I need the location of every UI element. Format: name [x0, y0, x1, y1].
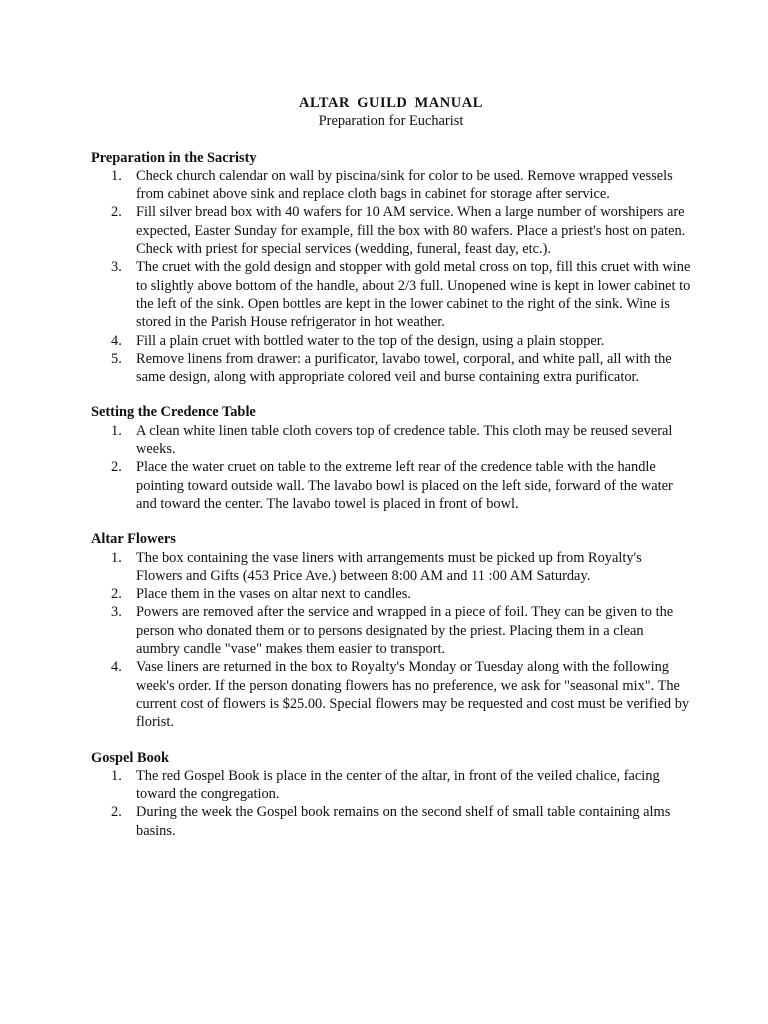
section-heading: Gospel Book [91, 749, 169, 766]
numbered-list [91, 767, 691, 840]
list-item [91, 167, 691, 204]
list-item-text: Powers are removed after the service and wrapped in a piece of foil. They can be given to the person who donated them or to persons designated by the priest. Placing them in a clean aumbry candle "vase" makes them easier to transport. [136, 604, 674, 658]
section-heading: Setting the Credence Table [91, 404, 256, 421]
list-item [91, 422, 691, 459]
list-item-number: 4. [111, 659, 122, 676]
list-item-number: 2. [111, 586, 122, 603]
numbered-list [91, 422, 691, 513]
list-item-text: The cruet with the gold design and stopper with gold metal cross on top, fill this cruet with wine to slightly above bottom of the handle, about 2/3 full. Unopened wine is kept in lower cabinet to the left of the sink. Open bottles are kept in the lower cabinet to the right of the sink. Wine is stored in the Parish House refrigerator in hot weather. [136, 259, 691, 331]
list-item-text: The box containing the vase liners with arrangements must be picked up from Royalty's Flowers and Gifts (453 Price Ave.) between 8:00 AM and 11 :00 AM Saturday. [136, 549, 642, 584]
list-item [91, 332, 691, 350]
list-item-number: 1. [111, 422, 122, 439]
numbered-list [91, 549, 691, 732]
list-item-text: Remove linens from drawer: a purificator, lavabo towel, corporal, and white pall, all with the same design, along with appropriate colored veil and burse containing extra purificator. [136, 350, 672, 386]
list-item [91, 658, 691, 731]
list-item [91, 603, 691, 658]
list-item-text: During the week the Gospel book remains on the second shelf of small table containing alms basins. [136, 804, 671, 839]
list-item-number: 1. [111, 167, 122, 184]
list-item [91, 458, 691, 513]
list-item-number: 4. [111, 332, 122, 349]
document-page [91, 94, 691, 857]
list-item-number: 2. [111, 804, 122, 821]
section-heading: Altar Flowers [91, 531, 176, 548]
list-item-text: Place them in the vases on altar next to candles. [136, 586, 411, 603]
list-item-text: Vase liners are returned in the box to Royalty's Monday or Tuesday along with the following week's order. If the person donating flowers has no preference, we ask for "seasonal mix". The current cost of flowers is $25.00. Special flowers may be requested and cost must be verified by florist. [136, 659, 690, 731]
list-item [91, 350, 691, 387]
section-gospel-book [91, 749, 691, 840]
section-altar-flowers [91, 530, 691, 731]
list-item-text: A clean white linen table cloth covers top of credence table. This cloth may be reused several weeks. [136, 422, 673, 458]
list-item-number: 2. [111, 459, 122, 476]
numbered-list [91, 167, 691, 387]
list-item-number: 3. [111, 259, 122, 276]
list-item [91, 767, 691, 804]
section-preparation-in-sacristy [91, 149, 691, 387]
list-item-text: Place the water cruet on table to the extreme left rear of the credence table with the handle pointing toward outside wall. The lavabo bowl is placed on the left side, forward of the water and toward the center. The lavabo towel is placed in front of bowl. [136, 459, 673, 512]
list-item-number: 1. [111, 767, 122, 784]
list-item-number: 2. [111, 204, 122, 221]
document-subtitle: Preparation for Eucharist [318, 113, 464, 130]
list-item-number: 5. [111, 350, 122, 367]
list-item-number: 1. [111, 549, 122, 566]
list-item [91, 803, 691, 840]
list-item-text: Check church calendar on wall by piscina/sink for color to be used. Remove wrapped vessels from cabinet above sink and replace cloth bags in cabinet for storage after service. [136, 167, 673, 203]
section-heading: Preparation in the Sacristy [91, 149, 257, 166]
list-item [91, 258, 691, 331]
list-item-text: Fill a plain cruet with bottled water to the top of the design, using a plain stopper. [136, 332, 605, 349]
list-item-text: The red Gospel Book is place in the center of the altar, in front of the veiled chalice, facing toward the congregation. [136, 767, 660, 803]
section-setting-credence-table [91, 403, 691, 513]
list-item [91, 203, 691, 258]
list-item-text: Fill silver bread box with 40 wafers for 10 AM service. When a large number of worshipers are expected, Easter Sunday for example, fill the box with 80 wafers. Place a priest's host on paten. Check with priest for special services (wedding, funeral, feast day, etc.). [136, 204, 686, 258]
document-title: ALTAR GUILD MANUAL [299, 95, 483, 111]
list-item-number: 3. [111, 604, 122, 621]
list-item [91, 549, 691, 586]
list-item [91, 585, 691, 603]
